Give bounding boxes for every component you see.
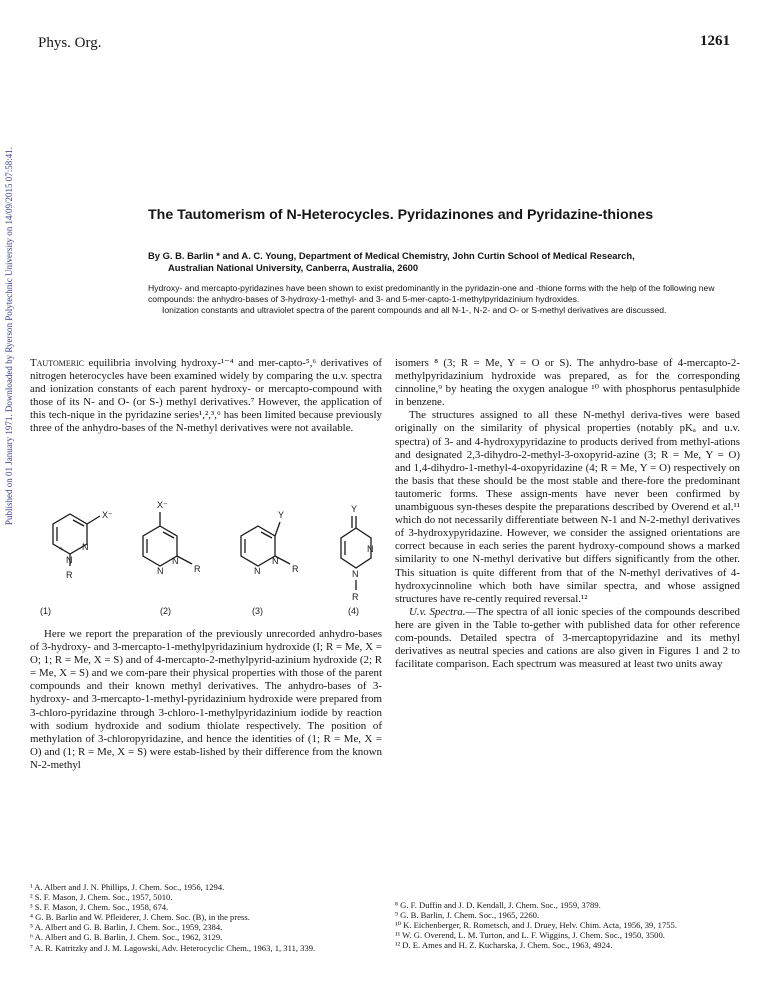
abstract [148, 283, 738, 316]
atom-label: N [367, 544, 374, 554]
footnote: ⁵ A. Albert and G. B. Barlin, J. Chem. Soc., 1959, 2384. [30, 922, 223, 933]
atom-label: Y [278, 510, 285, 520]
journal-section-header: Phys. Org. [38, 35, 102, 51]
structure-label: (1) [40, 606, 51, 616]
atom-label: Y [351, 504, 358, 514]
download-watermark: Published on 01 January 1971. Downloaded by Ryerson Polytechnic University on 14/09/2015 07:58:41. [4, 146, 14, 526]
body-paragraph: Here we report the preparation of the previously unrecorded anhydro-bases of 3-hydroxy- and 3-mercapto-1-methylpyridazinium hydroxide (I; R = Me, X = O; 1; R = Me, X = S) and of 4-mercapto-2-methylpyrid-azinium hydroxide (2; R = Me, X = S) and we com-pare their physical properties with those of the parent compounds and their known methyl derivatives. The anhydro-bases of 3-hydroxy- and 3-mercapto-1-methyl-pyridazinium hydroxide were prepared from 3-chloro-pyridazine through 3-chloro-1-methylpyridazinium iodide by reaction with sodium hydroxide and sodium thiolate respectively. The position of methylation of 3-chloropyridazine, and hence the identities of (1; R = Me, X = O) and (1; R = Me, X = S) were estab-lished by their difference from the known N-2-methyl [30, 628, 382, 771]
atom-label: N [157, 566, 164, 576]
body-paragraph: isomers ⁸ (3; R = Me, Y = O or S). The anhydro-base of 4-mercapto-2-methylpyridazinium hydroxide was prepared, as for the corresponding cinnoline,⁹ by heating the oxygen analogue ¹⁰ with phosphorus pentasulphide in benzene. [395, 357, 740, 409]
article-title: The Tautomerism of N-Heterocycles. Pyridazinones and Pyridazine-thiones [148, 207, 654, 223]
page-number: 1261 [700, 33, 730, 49]
atom-label: N [352, 569, 359, 579]
structure-2 [143, 500, 201, 576]
abstract-paragraph: Ionization constants and ultraviolet spectra of the parent compounds and all N-1-, N-2- and O- or S-methyl derivatives are discussed. [162, 305, 667, 315]
atom-label: N [66, 555, 73, 565]
structure-diagrams [30, 500, 382, 618]
footnote: ¹ A. Albert and J. N. Phillips, J. Chem. Soc., 1956, 1294. [30, 882, 225, 892]
structure-1 [53, 510, 113, 580]
atom-label: N [82, 542, 89, 552]
body-paragraph: equilibria involving hydroxy-¹⁻⁴ and mer-capto-⁵,⁶ derivatives of nitrogen heterocycles have been examined widely by comparing the u.v. spectra and ionization constants of each parent hydroxy- or mercapto-compound with those of its N- and O- (or S-) methyl derivatives.⁷ However, the application of this tech-nique in the pyridazine series¹,²,³,⁶ has been limited because previously three of the anhydro-bases of the N-methyl derivatives were not available. [30, 357, 382, 435]
section-heading: U.v. Spectra. [409, 605, 466, 618]
left-column-body [30, 628, 382, 772]
left-column-intro [30, 357, 382, 436]
right-footnotes [395, 900, 740, 950]
body-paragraph: —The spectra of all ionic species of the compounds described here are given in the Table to-gether with published data for other reference com-pounds. Detailed spectra of 3-mercaptopyridazine and its methyl derivatives as neutral species and cations are also given in Figures 1 and 2 to facilitate comparison. Each spectrum was measured at least two units away [395, 605, 740, 671]
footnote: ¹⁰ K. Eichenberger, R. Rometsch, and J. Druey, Helv. Chim. Acta, 1956, 39, 1755. [395, 920, 677, 931]
author-affiliation: Australian National University, Canberra, Australia, 2600 [168, 262, 419, 273]
structure-label: (2) [160, 606, 171, 616]
author-line: By G. B. Barlin * and A. C. Young, Department of Medical Chemistry, John Curtin School of Medical Research, [148, 250, 635, 261]
footnote: ⁶ A. Albert and G. B. Barlin, J. Chem. Soc., 1962, 3129. [30, 932, 223, 943]
atom-label: + [59, 546, 64, 553]
footnote: ² S. F. Mason, J. Chem. Soc., 1957, 5010. [30, 892, 173, 903]
structure-3 [241, 510, 299, 576]
structure-4 [341, 504, 374, 602]
atom-label: X⁻ [157, 500, 168, 510]
structure-label: (4) [348, 606, 359, 616]
structure-label: (3) [252, 606, 263, 616]
footnote: ⁷ A. R. Katritzky and J. M. Lagowski, Adv. Heterocyclic Chem., 1963, 1, 311, 339. [30, 942, 316, 953]
footnote: ⁸ G. F. Duffin and J. D. Kendall, J. Chem. Soc., 1959, 3789. [395, 900, 601, 910]
atom-label: R [66, 570, 73, 580]
atom-label: N [272, 556, 279, 566]
lead-word: Tautomeric [30, 357, 85, 369]
footnote: ⁴ G. B. Barlin and W. Pfleiderer, J. Chem. Soc. (B), in the press. [30, 912, 250, 923]
right-column-body [395, 357, 740, 671]
atom-label: N [172, 556, 179, 566]
footnote: ⁹ G. B. Barlin, J. Chem. Soc., 1965, 2260. [395, 910, 540, 921]
atom-label: N [254, 566, 261, 576]
left-footnotes [30, 882, 382, 953]
atom-label: X⁻ [102, 510, 113, 520]
body-paragraph: The structures assigned to all these N-methyl deriva-tives were based originally on the similarity of physical properties (notably pKₐ and u.v. spectra) of 3- and 4-hydroxypyridazine to products derived from methyl-ations and designated 2,3-dihydro-2-methyl-3-oxopyrid-azine (3; R = Me, Y = O) and 1,4-dihydro-1-methyl-4-oxopyridazine (4; R = Me, Y = O) respectively on the basis that these should be the most stable and there-fore the predominant tautomeric forms. These assign-ments have never been confirmed by unambiguous syn-theses despite the preparations described by Overend et al.¹¹ which do not necessarily differentiate between N-1 and N-2-methyl derivatives of 3-hydroxypyridazine. However, we consider the assigned orientations are correct because in each series the parent hydroxy-compound shows a marked similarity to one N-methyl derivative but differs significantly from the other. This situation is quite different from that of the N-methyl derivatives of 4-hydroxycinnoline which both have similar spectra, and whose assigned structures have re-cently required reversal.¹² [395, 409, 740, 605]
author-block [148, 250, 738, 274]
atom-label: R [352, 592, 359, 602]
atom-label: R [194, 564, 201, 574]
footnote: ¹² D. E. Ames and H. Z. Kucharska, J. Chem. Soc., 1963, 4924. [395, 940, 613, 951]
footnote: ³ S. F. Mason, J. Chem. Soc., 1958, 674. [30, 902, 169, 913]
abstract-paragraph: Hydroxy- and mercapto-pyridazines have been shown to exist predominantly in the pyridazin-one and -thione forms with the help of the following new compounds: the anhydro-bases of 3-hydroxy-1-methyl- and 3- and 5-mer-capto-1-methylpyridazinium hydroxides. [148, 283, 715, 304]
atom-label: R [292, 564, 299, 574]
footnote: ¹¹ W. G. Overend, L. M. Turton, and L. F. Wiggins, J. Chem. Soc., 1950, 3500. [395, 930, 665, 941]
